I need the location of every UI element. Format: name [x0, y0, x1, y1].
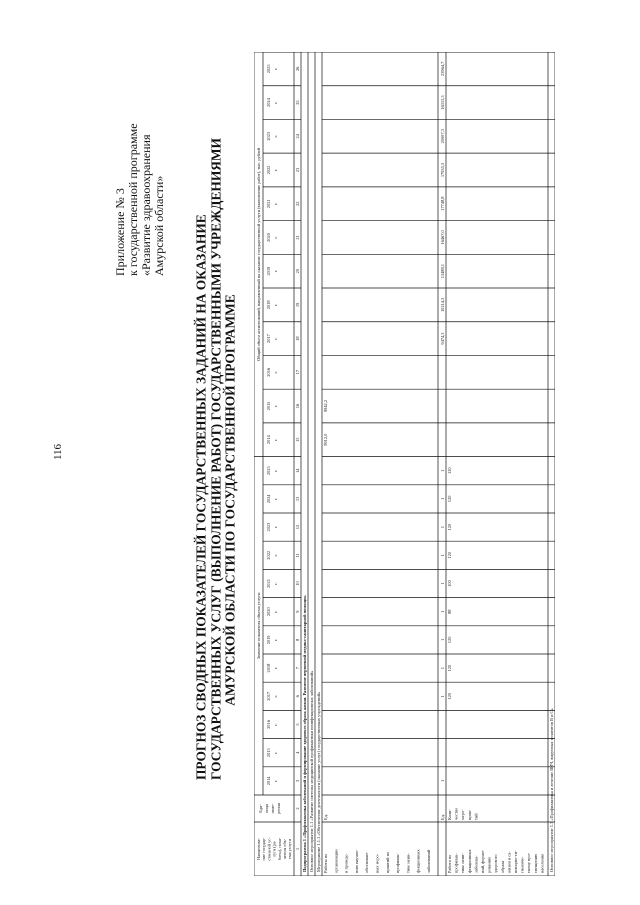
year-header: 2024	[266, 98, 271, 107]
year-header: 2024	[266, 494, 271, 504]
column-number: 20	[295, 268, 300, 274]
column-number: 11	[295, 553, 300, 558]
row2-cost-value: 16467,0	[440, 230, 445, 245]
year-header: г.	[273, 236, 278, 239]
year-header: 2019	[266, 635, 271, 645]
column-number: 18	[295, 336, 300, 341]
row2-indicator-value: 1	[440, 582, 445, 585]
year-header: 2016	[266, 367, 271, 377]
year-header: 2023	[266, 522, 271, 532]
year-header: 2018	[266, 300, 271, 310]
column-number: 2	[295, 807, 300, 810]
header-indicator-group: Значение показателя объема услуги	[256, 592, 261, 660]
year-header: 2025	[266, 64, 271, 74]
year-header: г.	[273, 67, 278, 71]
row2-cost-value: 23964,7	[440, 61, 445, 76]
row2-unit: Ед.	[440, 813, 445, 820]
row3-indicator-value: 120	[447, 693, 452, 700]
forecast-table	[254, 52, 555, 876]
row3-indicator-value: 120	[447, 636, 452, 644]
header-name-text: боты), пока-	[276, 837, 282, 861]
row3-name: жизни и са-	[506, 851, 512, 873]
row2-cost-value: 17748,8	[440, 196, 445, 211]
forecast-table-grid	[254, 52, 555, 876]
column-number: 1	[295, 847, 300, 851]
column-number: 9	[295, 610, 300, 613]
row3-name: гиениче-	[519, 856, 525, 873]
row3-name: образа	[499, 860, 505, 873]
row1-name: Работы по	[323, 853, 328, 873]
year-header: 2023	[266, 131, 271, 141]
title-line: ГОСУДАРСТВЕННЫХ УСЛУГ (ВЫПОЛНЕНИЕ РАБОТ) ГОСУДАРСТВЕННЫМИ УЧРЕЖДЕНИЯМИ	[207, 138, 223, 780]
row3-name: тике неин-	[460, 853, 466, 873]
header-unit-text: Еди-	[258, 804, 263, 813]
row2-indicator-value: 1	[440, 554, 445, 557]
row3-name: здорового	[493, 854, 499, 873]
appendix-line: «Развитие здравоохранения	[139, 134, 153, 276]
row3-name: скому про-	[526, 852, 532, 873]
header-name-text: Наименова-	[256, 838, 261, 860]
year-header: 2020	[266, 607, 271, 617]
row2-cost-value: 16315,3	[440, 95, 445, 110]
column-number: 7	[295, 666, 300, 670]
row1-cost-value: 9912,0	[323, 433, 328, 446]
row3-indicator-value: 120	[447, 664, 452, 672]
year-header: 2015	[266, 401, 271, 411]
row1-name: нию научно-	[353, 849, 359, 873]
column-number: 17	[295, 370, 300, 375]
row3-name: рованию	[486, 856, 492, 873]
row3-name: фекционных	[466, 849, 472, 873]
column-number: 10	[295, 581, 300, 586]
column-number: 23	[295, 167, 300, 173]
row1-unit: Ед.	[323, 813, 328, 820]
row3-unit: прия-	[466, 809, 472, 820]
year-header: г.	[273, 337, 278, 340]
row1-name: профилак-	[395, 853, 401, 873]
row2-indicator-value: 1	[440, 469, 445, 472]
row3-indicator-value: 100	[447, 580, 452, 587]
year-header: 2018	[266, 663, 271, 673]
row1-name: фекционных	[415, 849, 421, 873]
footer-activity-row: Основное мероприятие 1.3 «Профилактика и лечение ВИЧ, вирусных гепатитов В и С»	[549, 708, 554, 872]
page-number: 116	[52, 443, 64, 461]
column-number: 6	[295, 695, 300, 698]
row3-name: свещению	[532, 853, 538, 873]
row2-cost-value: 13488,1	[440, 264, 445, 279]
row3-indicator-value: 120	[447, 467, 452, 474]
row3-indicator-value: 120	[447, 552, 452, 559]
year-header: 2015	[266, 748, 271, 758]
year-header: 2021	[266, 199, 271, 209]
row3-indicator-value: 120	[447, 523, 452, 531]
year-header: 2021	[266, 579, 271, 588]
year-header: г.	[273, 269, 278, 273]
row2-cost-value: 9474,3	[440, 332, 445, 345]
column-number: 21	[295, 235, 300, 240]
year-header: 2019	[266, 266, 271, 276]
year-header: г.	[273, 202, 278, 205]
header-name-text: ние государ-	[261, 837, 267, 861]
header-unit-text: ница	[264, 804, 269, 813]
appendix-line: к государственной программе	[126, 123, 140, 276]
year-header: г.	[273, 666, 278, 670]
column-number: 25	[295, 100, 300, 105]
year-header: 2014	[266, 435, 271, 445]
row1-name: тике неин-	[405, 853, 411, 873]
row3-name: профилак-	[453, 853, 459, 873]
year-header: г.	[273, 638, 278, 642]
column-number: 26	[295, 66, 300, 72]
row3-name: ний, форми-	[480, 849, 485, 873]
row1-name: заболеваний	[426, 849, 431, 873]
row2-indicator-value: 1	[440, 525, 445, 529]
main-activity-row: Основное мероприятие 1.1 «Развитие системы медицинской профилактики неинфекционных заболеваний»	[309, 670, 315, 872]
header-name-text: ема услуги	[287, 839, 293, 859]
header-cost-group: Общий объем ассигнований, направленный на оказание государственной услуги (выполнение работ), тыс. рублей	[256, 147, 261, 361]
column-number: 15	[295, 437, 300, 442]
year-header: г.	[273, 779, 278, 783]
row2-cost-value: 20007,3	[440, 129, 445, 144]
year-header: г.	[273, 695, 278, 698]
header-unit-text: рения	[276, 803, 281, 814]
row3-unit: Коли-	[447, 809, 452, 820]
column-number: 13	[295, 496, 300, 502]
row3-name: нитарно-ги-	[513, 850, 518, 873]
year-header: г.	[273, 303, 278, 307]
row3-unit: чество	[453, 807, 459, 820]
year-header: г.	[273, 751, 278, 754]
row2-cost-value: 10214,3	[440, 297, 445, 313]
year-header: г.	[273, 135, 278, 138]
year-header: 2022	[266, 165, 271, 175]
column-number: 3	[295, 779, 300, 783]
year-header: г.	[273, 582, 278, 585]
header-name-text: ственной ус-	[266, 837, 272, 861]
row3-name: населения	[539, 853, 545, 873]
row1-name: приятий по	[384, 851, 390, 873]
column-number: 16	[295, 403, 300, 409]
year-header: г.	[273, 438, 278, 441]
row3-name: Работа по	[447, 854, 452, 873]
row3-indicator-value: 120	[447, 495, 452, 503]
column-number: 19	[295, 302, 300, 308]
header-name-text: зателя объ-	[282, 838, 287, 860]
year-header: г.	[273, 554, 278, 557]
year-header: 2020	[266, 233, 271, 242]
row2-indicator-value: 1	[440, 666, 445, 670]
column-number: 12	[295, 524, 300, 530]
year-header: г.	[273, 497, 278, 501]
column-number: 4	[295, 751, 300, 754]
row3-indicator-value: 88	[447, 609, 452, 614]
column-number: 8	[295, 638, 300, 642]
year-header: г.	[273, 404, 278, 408]
subprogram-row: Подпрограмма 1 «Профилактика заболеваний и формирование здорового образа жизни. Развитие первичной медико-санитарной помощи»	[302, 595, 308, 872]
row3-unit: тий	[473, 813, 479, 820]
row2-indicator-value: 1	[440, 695, 445, 698]
year-header: 2025	[266, 466, 271, 476]
year-header: 2017	[266, 334, 271, 343]
row1-cost-value: 9942,2	[323, 399, 328, 413]
header-name-text: луги (ра-	[271, 840, 277, 858]
row1-name: обоснован-	[364, 851, 370, 873]
year-header: г.	[273, 168, 278, 172]
document-title	[193, 138, 238, 780]
row1-name: организации	[333, 849, 339, 873]
year-header: г.	[273, 723, 278, 726]
year-header: г.	[273, 525, 278, 529]
row3-unit: меро-	[460, 809, 466, 820]
appendix-line: Приложение № 3	[113, 188, 127, 276]
column-number: 24	[295, 134, 300, 139]
appendix-line: Амурской области»	[152, 175, 166, 276]
year-header: г.	[273, 469, 278, 472]
year-header: 2014	[266, 776, 271, 786]
row1-name: ных меро-	[374, 853, 380, 873]
title-line: АМУРСКОЙ ОБЛАСТИ ПО ГОСУДАРСТВЕННОЙ ПРОГРАММЕ	[222, 294, 238, 706]
year-header: г.	[273, 101, 278, 104]
row2-indicator-value: 1	[440, 779, 445, 783]
activity-row: Мероприятие 1.1.1 «Обеспечение деятельности (оказание услуг) государственных учреждений»	[316, 691, 322, 872]
row2-cost-value: 17935,3	[440, 162, 445, 178]
year-header: г.	[273, 610, 278, 613]
header-unit-text: изме-	[270, 803, 275, 814]
column-number: 5	[295, 723, 300, 726]
title-line: ПРОГНОЗ СВОДНЫХ ПОКАЗАТЕЛЕЙ ГОСУДАРСТВЕННЫХ ЗАДАНИЙ НА ОКАЗАНИЕ	[193, 214, 209, 780]
year-header: 2016	[266, 720, 271, 729]
column-number: 22	[295, 201, 300, 206]
column-number: 14	[295, 468, 300, 473]
year-header: г.	[273, 371, 278, 374]
row1-name: и проведе-	[343, 853, 349, 873]
year-header: 2017	[266, 691, 271, 701]
row2-indicator-value: 1	[440, 610, 445, 613]
year-header: 2022	[266, 550, 271, 560]
row3-name: заболева-	[473, 855, 479, 873]
appendix-note	[114, 96, 166, 276]
row2-indicator-value: 1	[440, 638, 445, 642]
row2-indicator-value: 1	[440, 497, 445, 501]
